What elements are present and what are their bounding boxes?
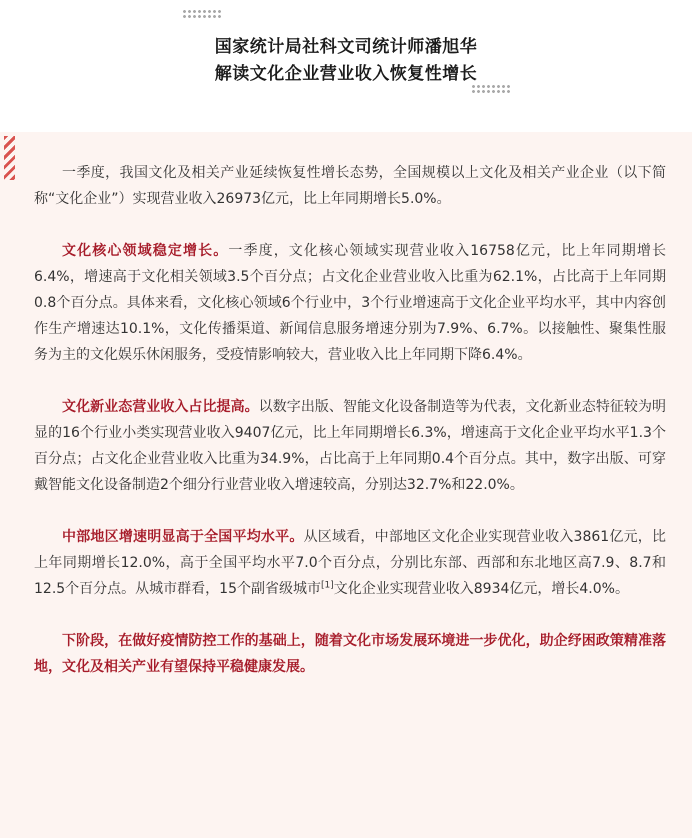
central-region-text-a: 从区域看，中部地区文化企业实现营业收入3861亿元，比上年同期增长12.0%，高于全国平均水平7.0个百分点，分别比东部、西部和东北地区高7.9、8.7和12.5个百分点。从城市群看，15个副省级城市 [34,529,666,597]
footnote-link[interactable]: [1] [321,580,334,591]
central-region-heading: 中部地区增速明显高于全国平均水平。 [62,529,304,545]
core-sector-heading: 文化核心领域稳定增长。 [62,243,229,259]
decorative-dots [471,84,511,94]
central-region-paragraph [34,524,666,602]
central-region-text-b: 文化企业实现营业收入8934亿元，增长4.0%。 [333,581,629,597]
decorative-dots [182,9,222,19]
article-header [0,0,692,125]
article-title-line-2: 解读文化企业营业收入恢复性增长 [214,64,478,84]
core-sector-paragraph [34,238,666,368]
decorative-stripes [4,136,15,180]
core-sector-text: 一季度，文化核心领域实现营业收入16758亿元，比上年同期增长6.4%，增速高于文化相关领域3.5个百分点；占文化企业营业收入比重为62.1%，占比高于上年同期0.8个百分点。具体来看，文化核心领域6个行业中，3个行业增速高于文化企业平均水平，其中内容创作生产增速达10.1%，文化传播渠道、新闻信息服务增速分别为7.9%、6.7%。以接触性、聚集性服务为主的文化娱乐休闲服务，受疫情影响较大，营业收入比上年同期下降6.4%。 [34,243,666,363]
outlook-text: 下阶段，在做好疫情防控工作的基础上，随着文化市场发展环境进一步优化，助企纾困政策精准落地，文化及相关产业有望保持平稳健康发展。 [34,633,666,675]
new-format-paragraph [34,394,666,498]
new-format-text: 以数字出版、智能文化设备制造等为代表，文化新业态特征较为明显的16个行业小类实现营业收入9407亿元，比上年同期增长6.3%，增速高于文化企业平均水平1.3个百分点；占文化企业营业收入比重为34.9%，占比高于上年同期0.4个百分点。其中，数字出版、可穿戴智能文化设备制造2个细分行业营业收入增速较高，分别达32.7%和22.0%。 [34,399,667,493]
new-format-heading: 文化新业态营业收入占比提高。 [62,399,259,415]
intro-paragraph [34,160,666,212]
intro-text: 一季度，我国文化及相关产业延续恢复性增长态势，全国规模以上文化及相关产业企业（以下简称“文化企业”）实现营业收入26973亿元，比上年同期增长5.0%。 [34,165,666,207]
outlook-paragraph [34,628,666,680]
article-content [34,160,666,706]
article-title-line-1: 国家统计局社科文司统计师潘旭华 [214,37,478,57]
